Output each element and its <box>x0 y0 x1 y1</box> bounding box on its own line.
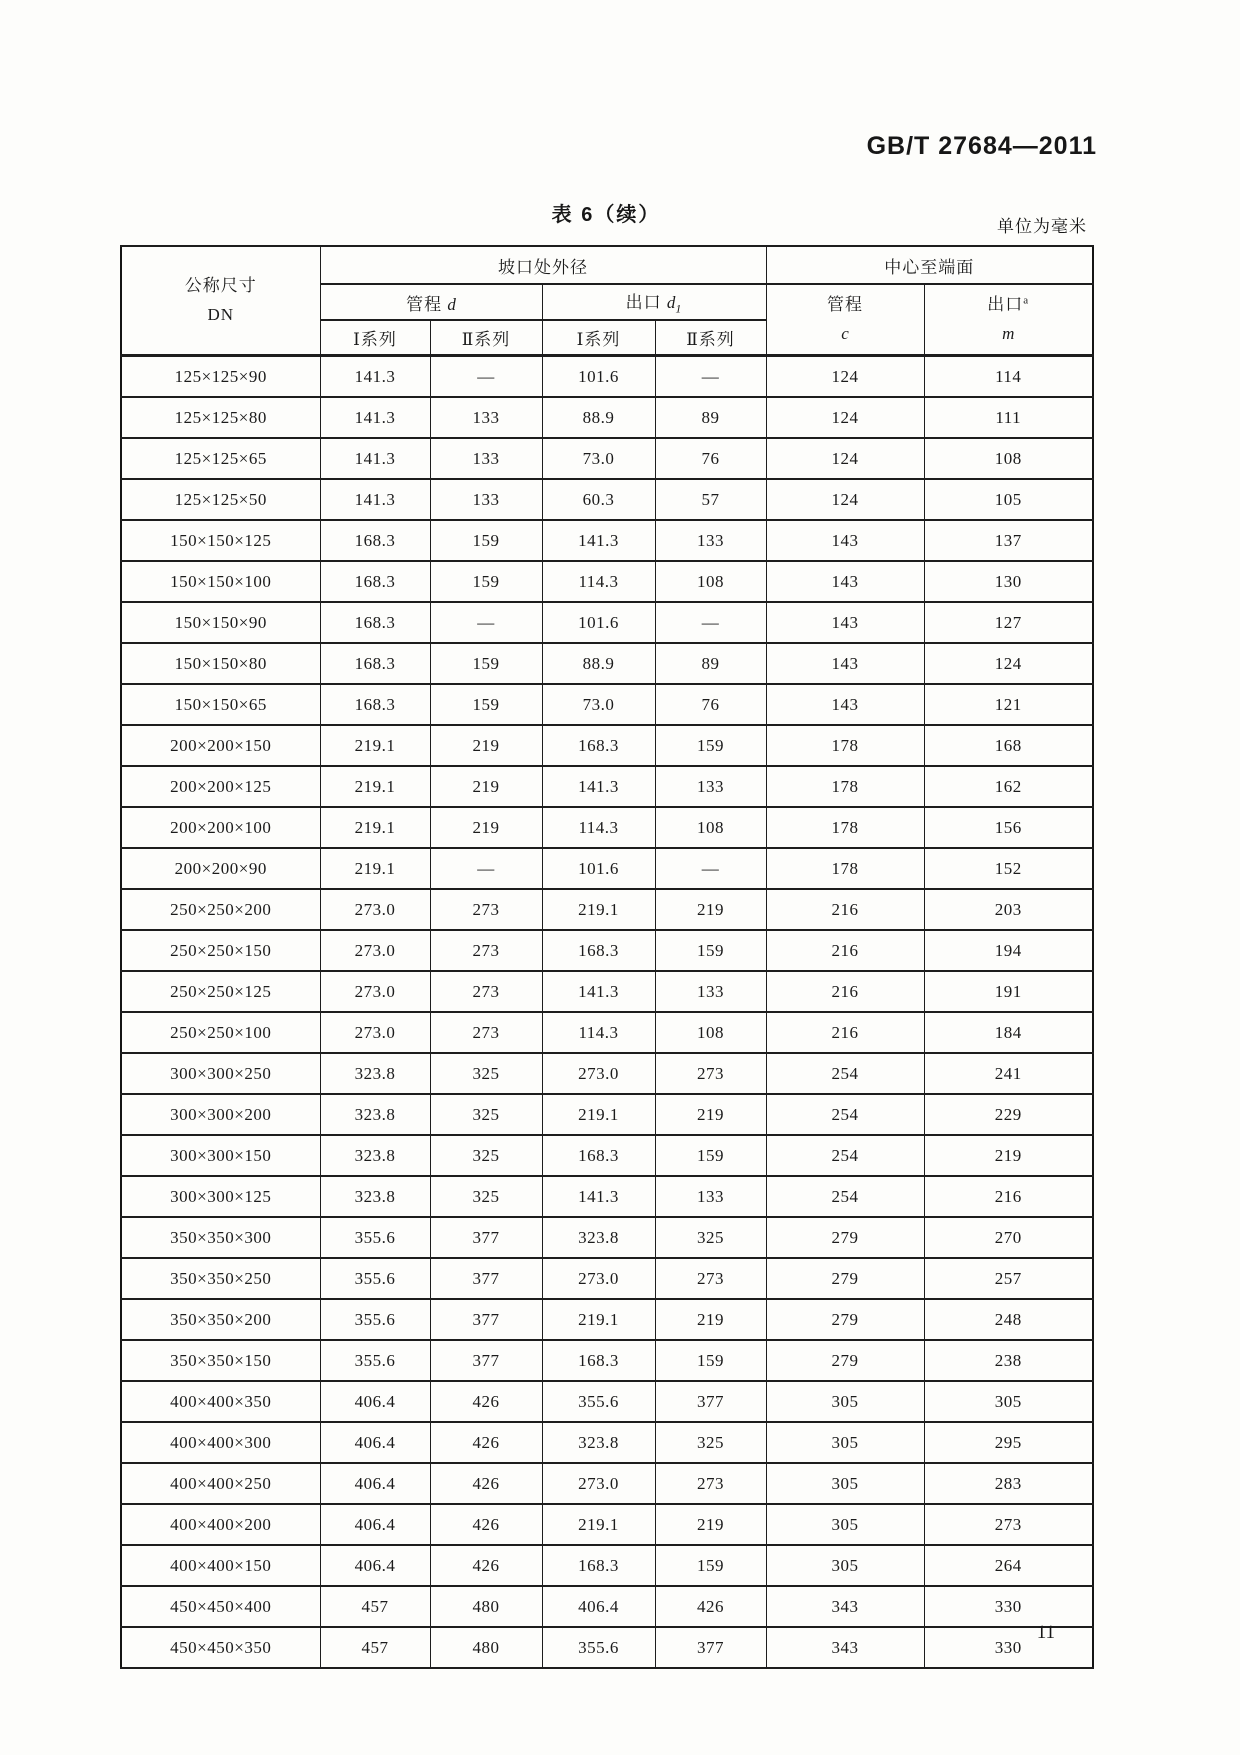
value-cell: 219.1 <box>542 889 655 930</box>
value-cell: 168.3 <box>320 602 430 643</box>
header-series-2-outlet: Ⅱ系列 <box>655 320 766 356</box>
value-cell: — <box>430 356 542 398</box>
dn-cell: 200×200×125 <box>121 766 320 807</box>
value-cell: 323.8 <box>542 1217 655 1258</box>
value-cell: 257 <box>924 1258 1093 1299</box>
value-cell: 325 <box>430 1135 542 1176</box>
value-cell: 143 <box>766 561 924 602</box>
nominal-size-code: DN <box>207 304 235 324</box>
value-cell: 406.4 <box>320 1504 430 1545</box>
value-cell: 305 <box>766 1463 924 1504</box>
value-cell: 141.3 <box>542 520 655 561</box>
value-cell: 168.3 <box>320 561 430 602</box>
value-cell: 283 <box>924 1463 1093 1504</box>
value-cell: 273.0 <box>320 889 430 930</box>
dn-cell: 125×125×80 <box>121 397 320 438</box>
value-cell: — <box>655 602 766 643</box>
table-row <box>121 1504 1093 1545</box>
dn-cell: 350×350×150 <box>121 1340 320 1381</box>
value-cell: 273.0 <box>320 930 430 971</box>
value-cell: 159 <box>430 643 542 684</box>
value-cell: 168 <box>924 725 1093 766</box>
value-cell: 203 <box>924 889 1093 930</box>
dn-cell: 400×400×300 <box>121 1422 320 1463</box>
value-cell: 273 <box>655 1053 766 1094</box>
value-cell: 273.0 <box>542 1053 655 1094</box>
dn-cell: 200×200×150 <box>121 725 320 766</box>
value-cell: 216 <box>766 930 924 971</box>
value-cell: 159 <box>655 930 766 971</box>
value-cell: 273 <box>430 930 542 971</box>
value-cell: 219 <box>655 1299 766 1340</box>
value-cell: 73.0 <box>542 684 655 725</box>
value-cell: 219 <box>924 1135 1093 1176</box>
value-cell: 355.6 <box>320 1217 430 1258</box>
header-row-groups <box>121 246 1093 284</box>
table-row <box>121 1258 1093 1299</box>
value-cell: 168.3 <box>320 684 430 725</box>
value-cell: 108 <box>655 1012 766 1053</box>
value-cell: 238 <box>924 1340 1093 1381</box>
dn-cell: 400×400×250 <box>121 1463 320 1504</box>
value-cell: 270 <box>924 1217 1093 1258</box>
table-row <box>121 766 1093 807</box>
dn-cell: 125×125×65 <box>121 438 320 479</box>
value-cell: 219.1 <box>542 1299 655 1340</box>
header-series-1-run: Ⅰ系列 <box>320 320 430 356</box>
value-cell: 89 <box>655 643 766 684</box>
value-cell: 273 <box>430 971 542 1012</box>
dn-cell: 300×300×200 <box>121 1094 320 1135</box>
value-cell: 457 <box>320 1627 430 1668</box>
center-run-label: 管程 <box>827 294 863 314</box>
value-cell: 168.3 <box>542 1135 655 1176</box>
value-cell: 279 <box>766 1299 924 1340</box>
value-cell: 219.1 <box>320 807 430 848</box>
value-cell: 219.1 <box>320 848 430 889</box>
value-cell: 273 <box>655 1463 766 1504</box>
value-cell: 133 <box>655 766 766 807</box>
value-cell: 273 <box>430 889 542 930</box>
dn-cell: 125×125×90 <box>121 356 320 398</box>
dn-cell: 250×250×200 <box>121 889 320 930</box>
value-cell: 330 <box>924 1586 1093 1627</box>
table-row <box>121 1545 1093 1586</box>
value-cell: 216 <box>766 1012 924 1053</box>
value-cell: 108 <box>924 438 1093 479</box>
value-cell: 216 <box>924 1176 1093 1217</box>
table-row <box>121 1299 1093 1340</box>
value-cell: 273.0 <box>320 1012 430 1053</box>
value-cell: 254 <box>766 1135 924 1176</box>
table-row <box>121 397 1093 438</box>
header-center-to-end-group: 中心至端面 <box>766 246 1093 284</box>
value-cell: 133 <box>430 479 542 520</box>
value-cell: 305 <box>766 1381 924 1422</box>
value-cell: 219.1 <box>542 1094 655 1135</box>
table-row <box>121 848 1093 889</box>
value-cell: 229 <box>924 1094 1093 1135</box>
center-run-var: c <box>841 323 849 343</box>
value-cell: 254 <box>766 1053 924 1094</box>
value-cell: 88.9 <box>542 397 655 438</box>
table-row <box>121 479 1093 520</box>
dn-cell: 400×400×150 <box>121 1545 320 1586</box>
dn-cell: 150×150×65 <box>121 684 320 725</box>
table-row <box>121 1012 1093 1053</box>
value-cell: 168.3 <box>320 643 430 684</box>
table-body <box>121 356 1093 1669</box>
table-row <box>121 1340 1093 1381</box>
value-cell: 88.9 <box>542 643 655 684</box>
value-cell: 323.8 <box>542 1422 655 1463</box>
dn-cell: 200×200×90 <box>121 848 320 889</box>
dn-cell: 200×200×100 <box>121 807 320 848</box>
dn-cell: 450×450×400 <box>121 1586 320 1627</box>
center-outlet-label: 出口$^a$ <box>987 293 1030 314</box>
nominal-size-label: 公称尺寸 <box>184 275 257 295</box>
value-cell: 143 <box>766 643 924 684</box>
value-cell: 114.3 <box>542 561 655 602</box>
table-row <box>121 1176 1093 1217</box>
dimension-table <box>120 245 1094 1669</box>
value-cell: 219.1 <box>320 725 430 766</box>
value-cell: 159 <box>655 1135 766 1176</box>
value-cell: 343 <box>766 1627 924 1668</box>
value-cell: 219 <box>655 889 766 930</box>
value-cell: 141.3 <box>542 1176 655 1217</box>
value-cell: 159 <box>655 725 766 766</box>
value-cell: 219 <box>430 725 542 766</box>
value-cell: 305 <box>766 1422 924 1463</box>
value-cell: 406.4 <box>542 1586 655 1627</box>
value-cell: 168.3 <box>542 1545 655 1586</box>
value-cell: 178 <box>766 766 924 807</box>
value-cell: 141.3 <box>320 356 430 398</box>
value-cell: 133 <box>655 520 766 561</box>
value-cell: 343 <box>766 1586 924 1627</box>
value-cell: 273 <box>430 1012 542 1053</box>
value-cell: 248 <box>924 1299 1093 1340</box>
dn-cell: 150×150×90 <box>121 602 320 643</box>
value-cell: 184 <box>924 1012 1093 1053</box>
value-cell: 241 <box>924 1053 1093 1094</box>
value-cell: 330 <box>924 1627 1093 1668</box>
value-cell: 57 <box>655 479 766 520</box>
table-row <box>121 1053 1093 1094</box>
table-row <box>121 438 1093 479</box>
value-cell: 73.0 <box>542 438 655 479</box>
value-cell: 111 <box>924 397 1093 438</box>
value-cell: 124 <box>766 479 924 520</box>
value-cell: 133 <box>430 397 542 438</box>
value-cell: 76 <box>655 438 766 479</box>
value-cell: — <box>655 356 766 398</box>
value-cell: 143 <box>766 520 924 561</box>
value-cell: 133 <box>655 1176 766 1217</box>
table-row <box>121 602 1093 643</box>
value-cell: 406.4 <box>320 1463 430 1504</box>
value-cell: 137 <box>924 520 1093 561</box>
value-cell: 279 <box>766 1217 924 1258</box>
value-cell: 325 <box>655 1217 766 1258</box>
dn-cell: 150×150×125 <box>121 520 320 561</box>
value-cell: 159 <box>430 684 542 725</box>
header-center-run-c <box>766 284 924 356</box>
dn-cell: 125×125×50 <box>121 479 320 520</box>
value-cell: 121 <box>924 684 1093 725</box>
value-cell: 377 <box>430 1258 542 1299</box>
header-center-outlet-m <box>924 284 1093 356</box>
dn-cell: 300×300×250 <box>121 1053 320 1094</box>
value-cell: — <box>430 602 542 643</box>
value-cell: 124 <box>766 356 924 398</box>
value-cell: 89 <box>655 397 766 438</box>
value-cell: 426 <box>430 1381 542 1422</box>
value-cell: 108 <box>655 561 766 602</box>
value-cell: 305 <box>766 1545 924 1586</box>
value-cell: 377 <box>655 1381 766 1422</box>
value-cell: 76 <box>655 684 766 725</box>
value-cell: 141.3 <box>320 438 430 479</box>
table-title: 表 6（续） <box>551 204 661 226</box>
value-cell: 133 <box>655 971 766 1012</box>
dn-cell: 250×250×100 <box>121 1012 320 1053</box>
value-cell: 323.8 <box>320 1094 430 1135</box>
value-cell: 426 <box>430 1422 542 1463</box>
value-cell: 152 <box>924 848 1093 889</box>
table-row <box>121 971 1093 1012</box>
value-cell: 101.6 <box>542 356 655 398</box>
value-cell: 114.3 <box>542 807 655 848</box>
value-cell: 219 <box>655 1094 766 1135</box>
value-cell: 168.3 <box>542 930 655 971</box>
dn-cell: 150×150×80 <box>121 643 320 684</box>
table-header <box>121 246 1093 356</box>
standard-number: GB/T 27684—2011 <box>866 132 1097 160</box>
table-row <box>121 807 1093 848</box>
value-cell: 325 <box>430 1176 542 1217</box>
value-cell: 305 <box>766 1504 924 1545</box>
value-cell: 141.3 <box>542 971 655 1012</box>
value-cell: 377 <box>655 1627 766 1668</box>
table-row <box>121 1381 1093 1422</box>
value-cell: 168.3 <box>542 1340 655 1381</box>
value-cell: 143 <box>766 684 924 725</box>
value-cell: 141.3 <box>320 397 430 438</box>
dn-cell: 250×250×150 <box>121 930 320 971</box>
value-cell: 219 <box>655 1504 766 1545</box>
header-series-1-outlet: Ⅰ系列 <box>542 320 655 356</box>
value-cell: 124 <box>766 438 924 479</box>
value-cell: 219 <box>430 807 542 848</box>
table-row <box>121 1135 1093 1176</box>
header-outlet-d1: 出口 $d_1$ <box>542 284 766 320</box>
value-cell: 141.3 <box>320 479 430 520</box>
table-row <box>121 684 1093 725</box>
value-cell: 124 <box>924 643 1093 684</box>
center-outlet-var: m <box>1002 323 1015 343</box>
header-series-2-run: Ⅱ系列 <box>430 320 542 356</box>
value-cell: 355.6 <box>320 1299 430 1340</box>
value-cell: 133 <box>430 438 542 479</box>
value-cell: 323.8 <box>320 1135 430 1176</box>
value-cell: 141.3 <box>542 766 655 807</box>
value-cell: 305 <box>924 1381 1093 1422</box>
table-row <box>121 1627 1093 1668</box>
dn-cell: 150×150×100 <box>121 561 320 602</box>
value-cell: 101.6 <box>542 848 655 889</box>
dn-cell: 350×350×300 <box>121 1217 320 1258</box>
table-row <box>121 1586 1093 1627</box>
value-cell: 168.3 <box>320 520 430 561</box>
value-cell: 105 <box>924 479 1093 520</box>
value-cell: 325 <box>430 1053 542 1094</box>
header-bevel-od-group: 坡口处外径 <box>320 246 766 284</box>
value-cell: 377 <box>430 1299 542 1340</box>
value-cell: 273.0 <box>542 1258 655 1299</box>
value-cell: — <box>430 848 542 889</box>
value-cell: 216 <box>766 889 924 930</box>
table-row <box>121 930 1093 971</box>
dn-cell: 350×350×250 <box>121 1258 320 1299</box>
value-cell: 159 <box>430 520 542 561</box>
value-cell: 323.8 <box>320 1053 430 1094</box>
value-cell: 178 <box>766 725 924 766</box>
dn-cell: 400×400×350 <box>121 1381 320 1422</box>
value-cell: 178 <box>766 807 924 848</box>
value-cell: 254 <box>766 1094 924 1135</box>
value-cell: 273.0 <box>320 971 430 1012</box>
value-cell: 355.6 <box>542 1627 655 1668</box>
value-cell: 355.6 <box>320 1340 430 1381</box>
value-cell: 279 <box>766 1258 924 1299</box>
value-cell: 480 <box>430 1586 542 1627</box>
value-cell: — <box>655 848 766 889</box>
value-cell: 457 <box>320 1586 430 1627</box>
table-row <box>121 643 1093 684</box>
value-cell: 219.1 <box>542 1504 655 1545</box>
header-nominal-size <box>121 246 320 356</box>
dn-cell: 450×450×350 <box>121 1627 320 1668</box>
table-row <box>121 520 1093 561</box>
value-cell: 178 <box>766 848 924 889</box>
dn-cell: 250×250×125 <box>121 971 320 1012</box>
dn-cell: 400×400×200 <box>121 1504 320 1545</box>
value-cell: 60.3 <box>542 479 655 520</box>
table-row <box>121 1217 1093 1258</box>
value-cell: 377 <box>430 1340 542 1381</box>
value-cell: 426 <box>430 1504 542 1545</box>
value-cell: 114.3 <box>542 1012 655 1053</box>
dn-cell: 300×300×150 <box>121 1135 320 1176</box>
value-cell: 264 <box>924 1545 1093 1586</box>
value-cell: 273 <box>924 1504 1093 1545</box>
table-row <box>121 1422 1093 1463</box>
value-cell: 355.6 <box>320 1258 430 1299</box>
value-cell: 108 <box>655 807 766 848</box>
unit-note: 单位为毫米 <box>997 217 1087 236</box>
value-cell: 426 <box>655 1586 766 1627</box>
value-cell: 273.0 <box>542 1463 655 1504</box>
table-row <box>121 1094 1093 1135</box>
page-number: 11 <box>1036 1622 1055 1643</box>
value-cell: 377 <box>430 1217 542 1258</box>
value-cell: 191 <box>924 971 1093 1012</box>
value-cell: 124 <box>766 397 924 438</box>
value-cell: 143 <box>766 602 924 643</box>
value-cell: 219 <box>430 766 542 807</box>
value-cell: 127 <box>924 602 1093 643</box>
value-cell: 279 <box>766 1340 924 1381</box>
value-cell: 101.6 <box>542 602 655 643</box>
value-cell: 406.4 <box>320 1381 430 1422</box>
header-run-d: 管程 d <box>320 284 542 320</box>
table-row <box>121 725 1093 766</box>
table-row <box>121 1463 1093 1504</box>
value-cell: 406.4 <box>320 1545 430 1586</box>
value-cell: 159 <box>655 1545 766 1586</box>
value-cell: 159 <box>430 561 542 602</box>
table-row <box>121 561 1093 602</box>
value-cell: 130 <box>924 561 1093 602</box>
value-cell: 194 <box>924 930 1093 971</box>
value-cell: 325 <box>430 1094 542 1135</box>
value-cell: 216 <box>766 971 924 1012</box>
value-cell: 295 <box>924 1422 1093 1463</box>
value-cell: 325 <box>655 1422 766 1463</box>
table-row <box>121 889 1093 930</box>
value-cell: 168.3 <box>542 725 655 766</box>
value-cell: 273 <box>655 1258 766 1299</box>
value-cell: 156 <box>924 807 1093 848</box>
value-cell: 406.4 <box>320 1422 430 1463</box>
dn-cell: 350×350×200 <box>121 1299 320 1340</box>
table-row <box>121 356 1093 398</box>
value-cell: 426 <box>430 1545 542 1586</box>
value-cell: 162 <box>924 766 1093 807</box>
value-cell: 159 <box>655 1340 766 1381</box>
value-cell: 323.8 <box>320 1176 430 1217</box>
value-cell: 426 <box>430 1463 542 1504</box>
value-cell: 355.6 <box>542 1381 655 1422</box>
value-cell: 114 <box>924 356 1093 398</box>
value-cell: 254 <box>766 1176 924 1217</box>
value-cell: 480 <box>430 1627 542 1668</box>
dn-cell: 300×300×125 <box>121 1176 320 1217</box>
value-cell: 219.1 <box>320 766 430 807</box>
